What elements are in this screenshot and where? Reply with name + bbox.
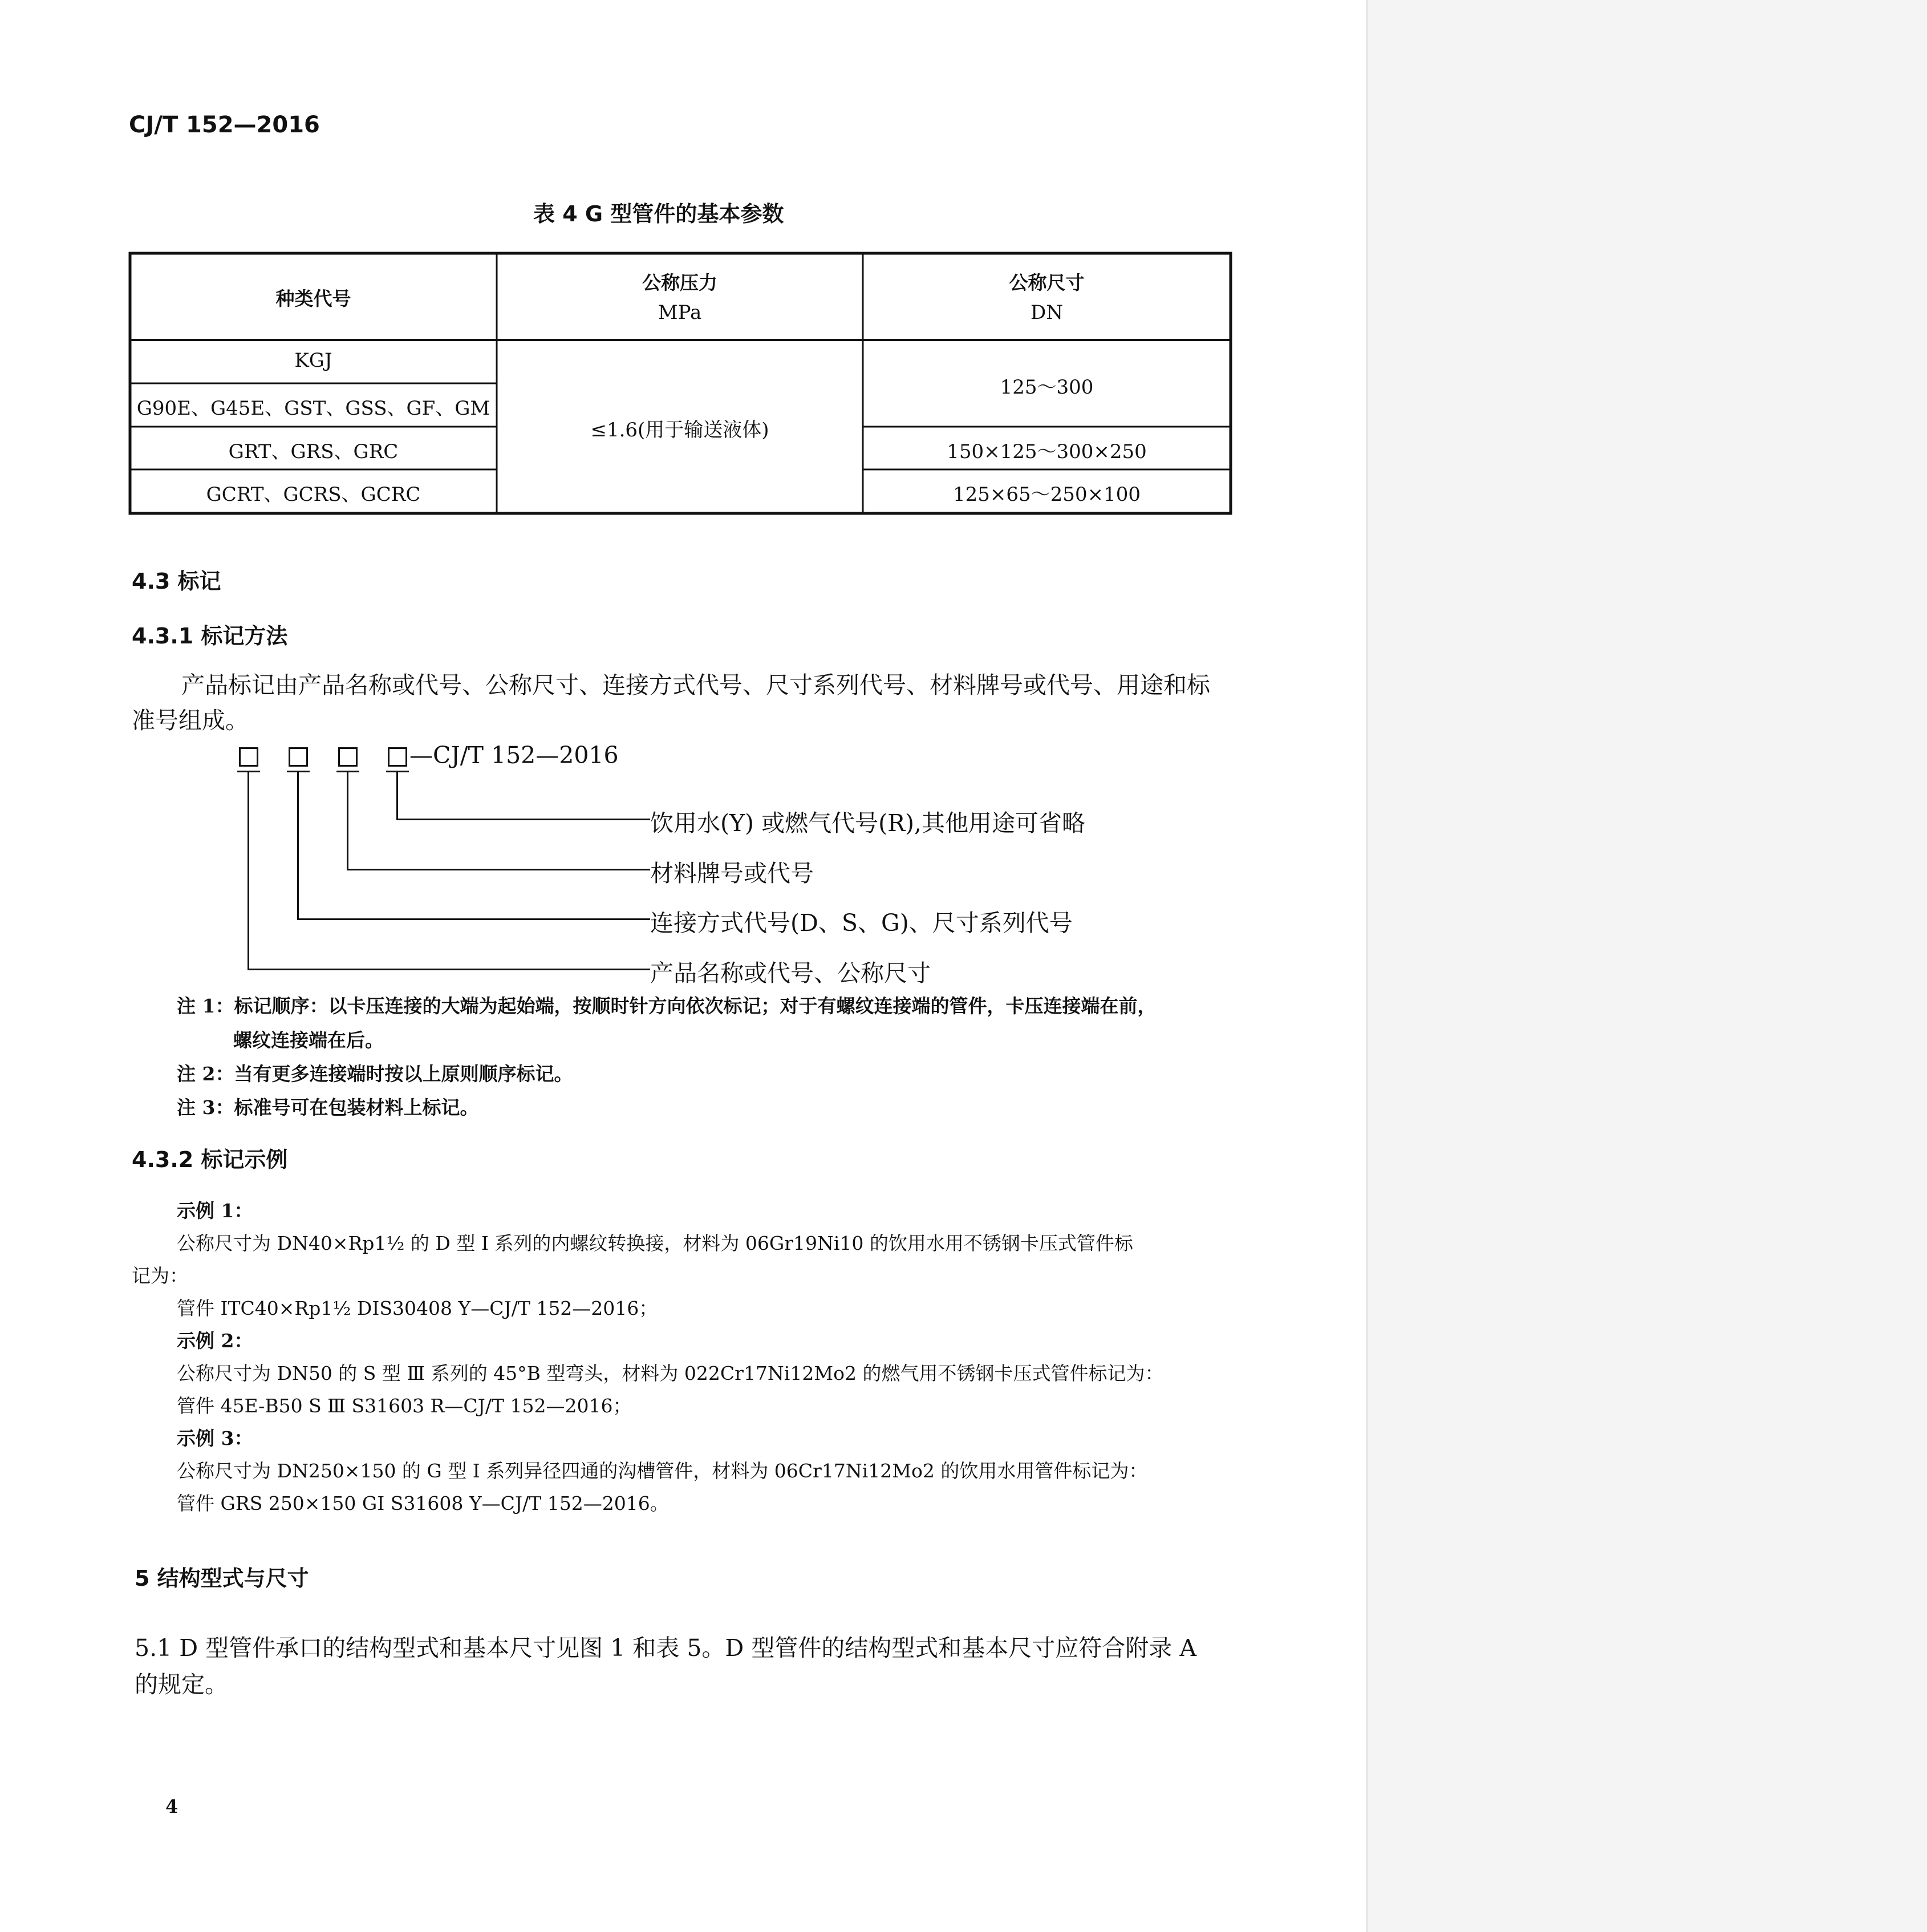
mark-label-product: 产品名称或代号、公称尺寸 [650,959,931,987]
page-number: 4 [165,1796,178,1817]
table-row-code: GRT、GRS、GRC [228,440,399,463]
header-nominal-size: 公称尺寸 [1009,272,1085,294]
section-heading-4-3: 4.3 标记 [132,569,221,594]
mark-label-connection: 连接方式代号(D、S、G)、尺寸系列代号 [650,909,1073,937]
example-text: 公称尺寸为 DN50 的 S 型 Ⅲ 系列的 45°B 型弯头，材料为 022Cr17Ni12Mo2 的燃气用不锈钢卡压式管件标记为： [177,1362,1164,1384]
size-range: 125～300 [1000,376,1094,399]
standard-number: —CJ/T 152—2016 [409,742,619,769]
header-pressure-unit: MPa [658,301,702,324]
example-title: 示例 3： [177,1427,253,1449]
leader-vertical [347,772,348,870]
header-nominal-pressure: 公称压力 [642,272,717,294]
leader-horizontal [396,819,650,820]
paragraph-line: 产品标记由产品名称或代号、公称尺寸、连接方式代号、尺寸系列代号、材料牌号或代号、用途和标 [181,671,1210,699]
section-heading-5: 5 结构型式与尺寸 [135,1566,309,1591]
table-row-code: G90E、G45E、GST、GSS、GF、GM [136,397,490,420]
leader-horizontal [297,918,650,920]
paragraph-line: 准号组成。 [132,707,249,734]
example-text: 公称尺寸为 DN250×150 的 G 型 Ⅰ 系列异径四通的沟槽管件，材料为 06Cr17Ni12Mo2 的饮用水用管件标记为： [177,1460,1148,1482]
header-size-unit: DN [1030,301,1063,324]
example-mark: 管件 45E-B50 S Ⅲ S31603 R—CJ/T 152—2016； [177,1395,632,1417]
leader-horizontal [248,969,650,970]
example-title: 示例 2： [177,1330,253,1352]
section-heading-4-3-1: 4.3.1 标记方法 [132,623,288,649]
paragraph-line: 的规定。 [135,1671,228,1698]
leader-vertical [297,772,299,920]
example-text: 公称尺寸为 DN40×Rp1½ 的 D 型 Ⅰ 系列的内螺纹转换接，材料为 06Gr19Ni10 的饮用水用不锈钢卡压式管件标 [177,1232,1133,1254]
example-text: 记为： [132,1265,188,1287]
pressure-value: ≤1.6(用于输送液体) [590,419,769,442]
note-1: 注 1：标记顺序：以卡压连接的大端为起始端，按顺时针方向依次标记；对于有螺纹连接端的管件，卡压连接端在前， [177,995,1157,1017]
section-heading-4-3-2: 4.3.2 标记示例 [132,1147,288,1172]
header-category-code: 种类代号 [275,287,351,310]
note-3: 注 3：标准号可在包装材料上标记。 [177,1096,479,1119]
example-title: 示例 1： [177,1200,253,1222]
note-1-cont: 螺纹连接端在后。 [233,1029,384,1051]
viewer-margin [1366,0,1927,1932]
mark-label-material: 材料牌号或代号 [650,860,814,887]
table-row-code: KGJ [294,349,332,372]
mark-box-2 [289,747,308,767]
mark-label-usage: 饮用水(Y) 或燃气代号(R),其他用途可省略 [650,809,1085,837]
size-range: 125×65～250×100 [953,483,1141,506]
note-2: 注 2：当有更多连接端时按以上原则顺序标记。 [177,1063,573,1085]
mark-box-3 [338,747,358,767]
mark-box-4 [388,747,407,767]
standard-header: CJ/T 152—2016 [129,112,320,138]
leader-vertical [396,772,398,820]
table-title: 表 4 G 型管件的基本参数 [533,201,784,226]
size-range: 150×125～300×250 [947,440,1147,463]
leader-horizontal [347,869,650,870]
paragraph-line: 5.1 D 型管件承口的结构型式和基本尺寸见图 1 和表 5。D 型管件的结构型式和基本尺寸应符合附录 A [135,1634,1196,1662]
example-mark: 管件 ITC40×Rp1½ DⅠS30408 Y—CJ/T 152—2016； [177,1297,658,1319]
example-mark: 管件 GRS 250×150 GⅠ S31608 Y—CJ/T 152—2016。 [177,1492,669,1514]
leader-vertical [248,772,249,970]
mark-box-1 [239,747,258,767]
table-row-code: GCRT、GCRS、GCRC [206,483,421,506]
